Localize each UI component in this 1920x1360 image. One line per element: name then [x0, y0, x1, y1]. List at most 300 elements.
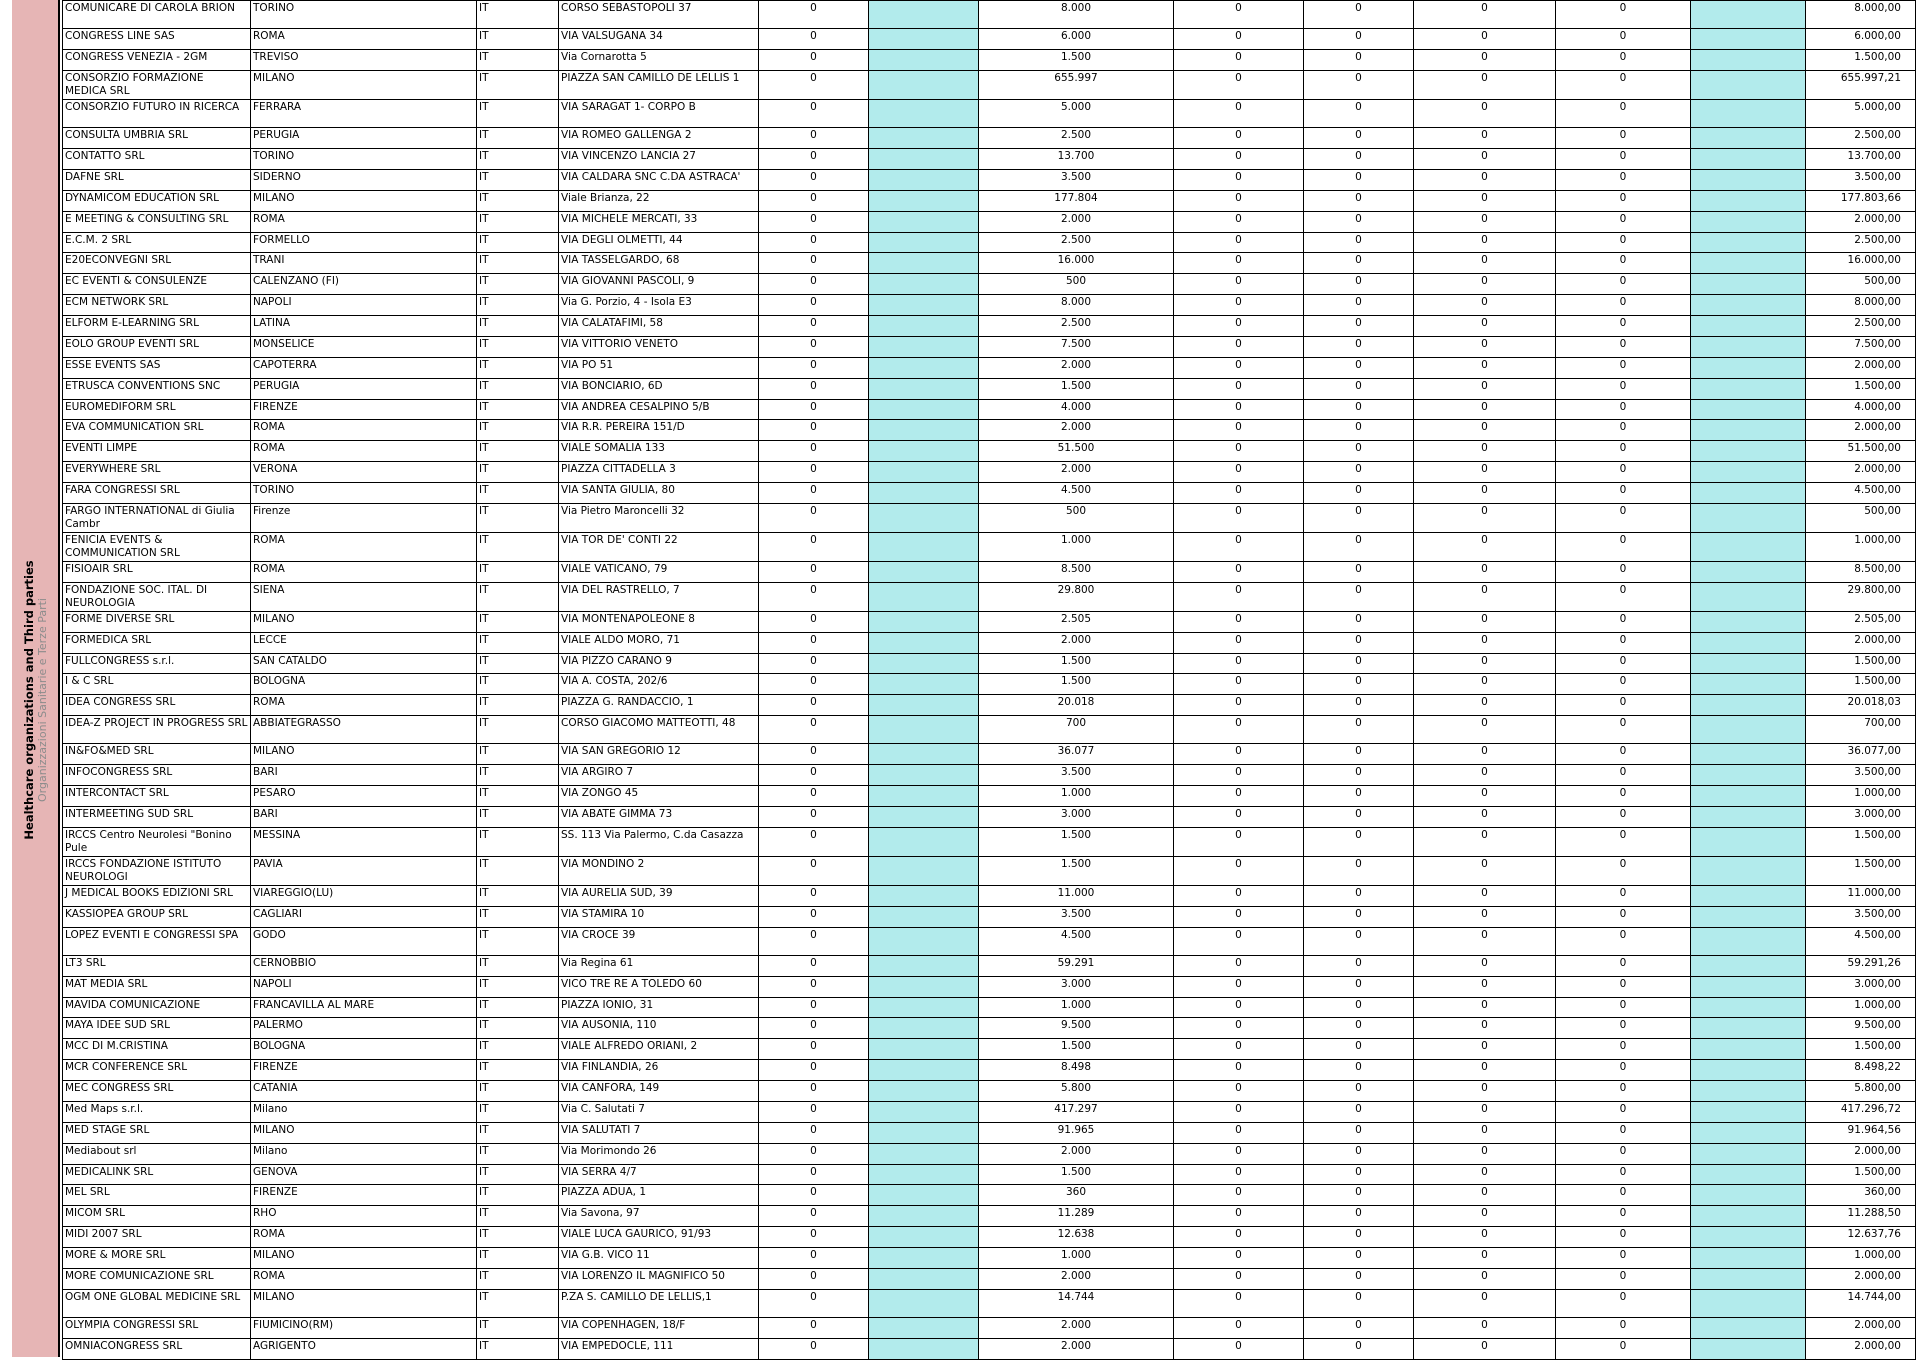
cell-address: VIA AUSONIA, 110 — [559, 1018, 759, 1039]
cell-value-1: 0 — [759, 806, 869, 827]
cell-amount: 2.000 — [979, 632, 1174, 653]
cell-city: NAPOLI — [251, 295, 477, 316]
cell-highlight — [1691, 316, 1806, 337]
cell-country: IT — [477, 927, 559, 955]
cell-address: VIA TOR DE' CONTI 22 — [559, 532, 759, 561]
cell-value-3: 0 — [1174, 716, 1304, 744]
table-row — [63, 1185, 1916, 1206]
cell-value-4: 0 — [1304, 336, 1414, 357]
cell-value-5: 0 — [1414, 532, 1556, 561]
cell-address: VIA MONDINO 2 — [559, 856, 759, 885]
cell-amount: 3.500 — [979, 765, 1174, 786]
cell-amount: 12.638 — [979, 1227, 1174, 1248]
cell-value-5: 0 — [1414, 50, 1556, 71]
cell-value-1: 0 — [759, 1164, 869, 1185]
cell-value-5: 0 — [1414, 611, 1556, 632]
table-row — [63, 169, 1916, 190]
cell-value-5: 0 — [1414, 744, 1556, 765]
cell-amount: 8.498 — [979, 1060, 1174, 1081]
cell-value-5: 0 — [1414, 274, 1556, 295]
cell-company-name: LOPEZ EVENTI E CONGRESSI SPA — [63, 927, 251, 955]
cell-city: TRANI — [251, 253, 477, 274]
cell-highlight — [869, 695, 979, 716]
cell-amount: 7.500 — [979, 336, 1174, 357]
cell-value-1: 0 — [759, 1206, 869, 1227]
cell-value-1: 0 — [759, 169, 869, 190]
cell-city: FORMELLO — [251, 232, 477, 253]
cell-highlight — [1691, 906, 1806, 927]
cell-value-4: 0 — [1304, 1248, 1414, 1269]
cell-country: IT — [477, 532, 559, 561]
cell-highlight — [869, 1227, 979, 1248]
cell-total: 13.700,00 — [1806, 149, 1916, 170]
cell-highlight — [869, 906, 979, 927]
cell-value-4: 0 — [1304, 1, 1414, 29]
cell-address: VIA DEGLI OLMETTI, 44 — [559, 232, 759, 253]
cell-value-4: 0 — [1304, 1227, 1414, 1248]
cell-city: BARI — [251, 765, 477, 786]
cell-value-3: 0 — [1174, 316, 1304, 337]
cell-city: CAPOTERRA — [251, 357, 477, 378]
cell-country: IT — [477, 906, 559, 927]
cell-value-3: 0 — [1174, 1101, 1304, 1122]
cell-value-1: 0 — [759, 357, 869, 378]
cell-value-4: 0 — [1304, 582, 1414, 611]
cell-address: Via Savona, 97 — [559, 1206, 759, 1227]
cell-total: 8.500,00 — [1806, 561, 1916, 582]
cell-highlight — [1691, 128, 1806, 149]
cell-value-5: 0 — [1414, 582, 1556, 611]
cell-city: Milano — [251, 1101, 477, 1122]
cell-value-1: 0 — [759, 1143, 869, 1164]
cell-address: VIA CANFORA, 149 — [559, 1081, 759, 1102]
cell-company-name: MICOM SRL — [63, 1206, 251, 1227]
cell-city: BOLOGNA — [251, 674, 477, 695]
cell-country: IT — [477, 806, 559, 827]
cell-country: IT — [477, 336, 559, 357]
cell-highlight — [1691, 483, 1806, 504]
cell-amount: 11.289 — [979, 1206, 1174, 1227]
cell-value-1: 0 — [759, 378, 869, 399]
table-row — [63, 462, 1916, 483]
cell-total: 29.800,00 — [1806, 582, 1916, 611]
cell-value-1: 0 — [759, 211, 869, 232]
cell-value-3: 0 — [1174, 674, 1304, 695]
cell-value-3: 0 — [1174, 611, 1304, 632]
cell-amount: 1.000 — [979, 786, 1174, 807]
cell-value-3: 0 — [1174, 1018, 1304, 1039]
cell-amount: 1.500 — [979, 827, 1174, 856]
cell-address: VIA TASSELGARDO, 68 — [559, 253, 759, 274]
cell-company-name: MIDI 2007 SRL — [63, 1227, 251, 1248]
cell-total: 7.500,00 — [1806, 336, 1916, 357]
table-row — [63, 1039, 1916, 1060]
cell-value-5: 0 — [1414, 128, 1556, 149]
cell-value-5: 0 — [1414, 1318, 1556, 1339]
cell-highlight — [1691, 190, 1806, 211]
cell-highlight — [869, 169, 979, 190]
cell-amount: 655.997 — [979, 70, 1174, 99]
cell-value-5: 0 — [1414, 885, 1556, 906]
cell-total: 5.800,00 — [1806, 1081, 1916, 1102]
cell-country: IT — [477, 695, 559, 716]
cell-total: 8.000,00 — [1806, 1, 1916, 29]
cell-value-6: 0 — [1556, 1101, 1691, 1122]
cell-value-3: 0 — [1174, 765, 1304, 786]
cell-value-1: 0 — [759, 420, 869, 441]
cell-highlight — [869, 274, 979, 295]
cell-value-1: 0 — [759, 744, 869, 765]
cell-value-4: 0 — [1304, 1338, 1414, 1359]
cell-total: 8.498,22 — [1806, 1060, 1916, 1081]
cell-highlight — [1691, 674, 1806, 695]
cell-total: 2.500,00 — [1806, 232, 1916, 253]
cell-highlight — [869, 786, 979, 807]
cell-total: 2.000,00 — [1806, 632, 1916, 653]
cell-total: 3.000,00 — [1806, 806, 1916, 827]
cell-value-5: 0 — [1414, 1185, 1556, 1206]
cell-value-4: 0 — [1304, 232, 1414, 253]
cell-value-5: 0 — [1414, 253, 1556, 274]
cell-highlight — [869, 955, 979, 976]
cell-highlight — [869, 149, 979, 170]
cell-value-6: 0 — [1556, 149, 1691, 170]
cell-value-4: 0 — [1304, 128, 1414, 149]
cell-value-5: 0 — [1414, 399, 1556, 420]
cell-highlight — [869, 483, 979, 504]
cell-highlight — [869, 190, 979, 211]
cell-value-4: 0 — [1304, 744, 1414, 765]
cell-value-1: 0 — [759, 1318, 869, 1339]
table-row — [63, 561, 1916, 582]
cell-value-4: 0 — [1304, 169, 1414, 190]
cell-total: 3.500,00 — [1806, 906, 1916, 927]
cell-company-name: FENICIA EVENTS & COMMUNICATION SRL — [63, 532, 251, 561]
cell-amount: 417.297 — [979, 1101, 1174, 1122]
cell-value-1: 0 — [759, 29, 869, 50]
cell-value-6: 0 — [1556, 357, 1691, 378]
cell-company-name: MORE & MORE SRL — [63, 1248, 251, 1269]
cell-value-4: 0 — [1304, 1060, 1414, 1081]
cell-highlight — [1691, 1289, 1806, 1317]
cell-country: IT — [477, 274, 559, 295]
cell-highlight — [869, 997, 979, 1018]
cell-country: IT — [477, 765, 559, 786]
cell-highlight — [869, 1338, 979, 1359]
cell-highlight — [869, 1039, 979, 1060]
cell-value-6: 0 — [1556, 336, 1691, 357]
cell-value-1: 0 — [759, 927, 869, 955]
table-row — [63, 70, 1916, 99]
cell-country: IT — [477, 169, 559, 190]
cell-value-5: 0 — [1414, 997, 1556, 1018]
cell-value-6: 0 — [1556, 1248, 1691, 1269]
cell-value-5: 0 — [1414, 378, 1556, 399]
cell-value-3: 0 — [1174, 885, 1304, 906]
cell-address: VIA CROCE 39 — [559, 927, 759, 955]
cell-value-4: 0 — [1304, 462, 1414, 483]
cell-highlight — [869, 1018, 979, 1039]
cell-address: VIA ABATE GIMMA 73 — [559, 806, 759, 827]
cell-highlight — [869, 856, 979, 885]
cell-value-3: 0 — [1174, 906, 1304, 927]
cell-address: VIA VALSUGANA 34 — [559, 29, 759, 50]
cell-total: 91.964,56 — [1806, 1122, 1916, 1143]
cell-company-name: FORMEDICA SRL — [63, 632, 251, 653]
cell-value-3: 0 — [1174, 336, 1304, 357]
cell-value-6: 0 — [1556, 744, 1691, 765]
cell-amount: 3.000 — [979, 806, 1174, 827]
cell-address: Via Morimondo 26 — [559, 1143, 759, 1164]
cell-address: Via Pietro Maroncelli 32 — [559, 503, 759, 532]
cell-amount: 2.000 — [979, 462, 1174, 483]
cell-highlight — [1691, 1164, 1806, 1185]
table-row — [63, 149, 1916, 170]
cell-highlight — [869, 295, 979, 316]
cell-city: TREVISO — [251, 50, 477, 71]
cell-value-4: 0 — [1304, 399, 1414, 420]
cell-value-5: 0 — [1414, 976, 1556, 997]
cell-value-1: 0 — [759, 1122, 869, 1143]
cell-value-6: 0 — [1556, 695, 1691, 716]
cell-value-1: 0 — [759, 582, 869, 611]
table-row — [63, 927, 1916, 955]
cell-value-3: 0 — [1174, 653, 1304, 674]
cell-company-name: E MEETING & CONSULTING SRL — [63, 211, 251, 232]
cell-address: VIALE VATICANO, 79 — [559, 561, 759, 582]
cell-address: Via C. Salutati 7 — [559, 1101, 759, 1122]
cell-amount: 500 — [979, 503, 1174, 532]
cell-city: SIDERNO — [251, 169, 477, 190]
cell-value-3: 0 — [1174, 149, 1304, 170]
cell-country: IT — [477, 462, 559, 483]
cell-highlight — [869, 561, 979, 582]
cell-highlight — [1691, 336, 1806, 357]
cell-address: PIAZZA ADUA, 1 — [559, 1185, 759, 1206]
cell-value-6: 0 — [1556, 99, 1691, 127]
cell-value-3: 0 — [1174, 253, 1304, 274]
cell-highlight — [1691, 561, 1806, 582]
cell-amount: 2.500 — [979, 128, 1174, 149]
cell-company-name: ESSE EVENTS SAS — [63, 357, 251, 378]
cell-value-5: 0 — [1414, 765, 1556, 786]
cell-value-1: 0 — [759, 997, 869, 1018]
cell-value-3: 0 — [1174, 561, 1304, 582]
cell-amount: 700 — [979, 716, 1174, 744]
cell-value-3: 0 — [1174, 827, 1304, 856]
cell-highlight — [1691, 1318, 1806, 1339]
cell-amount: 2.000 — [979, 1318, 1174, 1339]
cell-amount: 500 — [979, 274, 1174, 295]
cell-city: PAVIA — [251, 856, 477, 885]
cell-address: VIA A. COSTA, 202/6 — [559, 674, 759, 695]
table-row — [63, 399, 1916, 420]
cell-value-3: 0 — [1174, 462, 1304, 483]
cell-highlight — [869, 532, 979, 561]
cell-highlight — [1691, 806, 1806, 827]
cell-value-1: 0 — [759, 561, 869, 582]
cell-value-5: 0 — [1414, 211, 1556, 232]
cell-company-name: Med Maps s.r.l. — [63, 1101, 251, 1122]
table-row — [63, 695, 1916, 716]
cell-value-6: 0 — [1556, 1289, 1691, 1317]
cell-company-name: ETRUSCA CONVENTIONS SNC — [63, 378, 251, 399]
cell-city: ROMA — [251, 211, 477, 232]
cell-value-4: 0 — [1304, 1289, 1414, 1317]
cell-country: IT — [477, 50, 559, 71]
cell-address: VIA G.B. VICO 11 — [559, 1248, 759, 1269]
cell-amount: 2.505 — [979, 611, 1174, 632]
cell-country: IT — [477, 1060, 559, 1081]
cell-amount: 8.000 — [979, 1, 1174, 29]
table-row — [63, 976, 1916, 997]
cell-value-3: 0 — [1174, 399, 1304, 420]
cell-highlight — [869, 441, 979, 462]
cell-value-3: 0 — [1174, 976, 1304, 997]
cell-city: ROMA — [251, 441, 477, 462]
cell-country: IT — [477, 1039, 559, 1060]
cell-highlight — [1691, 716, 1806, 744]
cell-country: IT — [477, 1338, 559, 1359]
cell-value-1: 0 — [759, 1018, 869, 1039]
cell-value-3: 0 — [1174, 70, 1304, 99]
cell-amount: 1.500 — [979, 378, 1174, 399]
cell-city: MILANO — [251, 70, 477, 99]
cell-address: VIA CALDARA SNC C.DA ASTRACA' — [559, 169, 759, 190]
cell-value-6: 0 — [1556, 885, 1691, 906]
cell-value-4: 0 — [1304, 695, 1414, 716]
cell-value-1: 0 — [759, 232, 869, 253]
cell-highlight — [1691, 653, 1806, 674]
cell-value-6: 0 — [1556, 29, 1691, 50]
cell-city: BARI — [251, 806, 477, 827]
cell-address: Via Regina 61 — [559, 955, 759, 976]
cell-value-5: 0 — [1414, 856, 1556, 885]
cell-highlight — [1691, 1143, 1806, 1164]
cell-address: VIA SARAGAT 1- CORPO B — [559, 99, 759, 127]
cell-value-3: 0 — [1174, 274, 1304, 295]
cell-value-4: 0 — [1304, 1018, 1414, 1039]
cell-address: VIA R.R. PEREIRA 151/D — [559, 420, 759, 441]
cell-address: VIA MICHELE MERCATI, 33 — [559, 211, 759, 232]
table-row — [63, 316, 1916, 337]
cell-highlight — [869, 1060, 979, 1081]
cell-highlight — [1691, 1338, 1806, 1359]
cell-value-5: 0 — [1414, 1338, 1556, 1359]
cell-company-name: FISIOAIR SRL — [63, 561, 251, 582]
table-row — [63, 955, 1916, 976]
cell-address: PIAZZA SAN CAMILLO DE LELLIS 1 — [559, 70, 759, 99]
cell-highlight — [869, 674, 979, 695]
cell-total: 14.744,00 — [1806, 1289, 1916, 1317]
cell-city: CAGLIARI — [251, 906, 477, 927]
cell-company-name: MEC CONGRESS SRL — [63, 1081, 251, 1102]
cell-city: PERUGIA — [251, 128, 477, 149]
cell-highlight — [869, 1268, 979, 1289]
cell-country: IT — [477, 786, 559, 807]
cell-value-3: 0 — [1174, 50, 1304, 71]
cell-highlight — [1691, 765, 1806, 786]
cell-city: MESSINA — [251, 827, 477, 856]
cell-value-1: 0 — [759, 1185, 869, 1206]
cell-total: 4.500,00 — [1806, 483, 1916, 504]
cell-highlight — [869, 611, 979, 632]
cell-address: VIA SERRA 4/7 — [559, 1164, 759, 1185]
cell-value-6: 0 — [1556, 399, 1691, 420]
cell-highlight — [1691, 582, 1806, 611]
cell-value-6: 0 — [1556, 253, 1691, 274]
cell-value-4: 0 — [1304, 997, 1414, 1018]
cell-highlight — [1691, 786, 1806, 807]
cell-total: 177.803,66 — [1806, 190, 1916, 211]
table-row — [63, 632, 1916, 653]
cell-value-1: 0 — [759, 786, 869, 807]
table-row — [63, 744, 1916, 765]
cell-highlight — [1691, 149, 1806, 170]
cell-city: PERUGIA — [251, 378, 477, 399]
cell-country: IT — [477, 976, 559, 997]
cell-city: ROMA — [251, 532, 477, 561]
cell-highlight — [869, 653, 979, 674]
table-row — [63, 1164, 1916, 1185]
cell-value-5: 0 — [1414, 1060, 1556, 1081]
cell-address: VIA SAN GREGORIO 12 — [559, 744, 759, 765]
table-row — [63, 232, 1916, 253]
cell-city: ABBIATEGRASSO — [251, 716, 477, 744]
cell-company-name: MAVIDA COMUNICAZIONE — [63, 997, 251, 1018]
cell-amount: 2.000 — [979, 1143, 1174, 1164]
cell-value-3: 0 — [1174, 695, 1304, 716]
cell-value-4: 0 — [1304, 503, 1414, 532]
table-row — [63, 906, 1916, 927]
cell-value-5: 0 — [1414, 955, 1556, 976]
cell-amount: 8.500 — [979, 561, 1174, 582]
cell-highlight — [869, 50, 979, 71]
cell-value-6: 0 — [1556, 128, 1691, 149]
cell-value-3: 0 — [1174, 232, 1304, 253]
cell-value-5: 0 — [1414, 483, 1556, 504]
cell-highlight — [869, 29, 979, 50]
cell-company-name: INFOCONGRESS SRL — [63, 765, 251, 786]
cell-value-1: 0 — [759, 149, 869, 170]
table-row — [63, 1081, 1916, 1102]
cell-highlight — [1691, 253, 1806, 274]
cell-total: 4.000,00 — [1806, 399, 1916, 420]
cell-value-6: 0 — [1556, 462, 1691, 483]
cell-highlight — [869, 632, 979, 653]
cell-value-4: 0 — [1304, 29, 1414, 50]
cell-value-1: 0 — [759, 716, 869, 744]
cell-value-4: 0 — [1304, 611, 1414, 632]
table-row — [63, 99, 1916, 127]
cell-address: Via Cornarotta 5 — [559, 50, 759, 71]
cell-value-1: 0 — [759, 906, 869, 927]
cell-address: Viale Brianza, 22 — [559, 190, 759, 211]
table-row — [63, 653, 1916, 674]
cell-address: VIA VITTORIO VENETO — [559, 336, 759, 357]
cell-value-4: 0 — [1304, 561, 1414, 582]
cell-total: 1.000,00 — [1806, 997, 1916, 1018]
cell-highlight — [869, 399, 979, 420]
cell-address: PIAZZA G. RANDACCIO, 1 — [559, 695, 759, 716]
cell-value-4: 0 — [1304, 716, 1414, 744]
cell-city: FERRARA — [251, 99, 477, 127]
cell-value-4: 0 — [1304, 1268, 1414, 1289]
cell-address: VIA GIOVANNI PASCOLI, 9 — [559, 274, 759, 295]
table-row — [63, 441, 1916, 462]
table-row — [63, 211, 1916, 232]
cell-amount: 29.800 — [979, 582, 1174, 611]
